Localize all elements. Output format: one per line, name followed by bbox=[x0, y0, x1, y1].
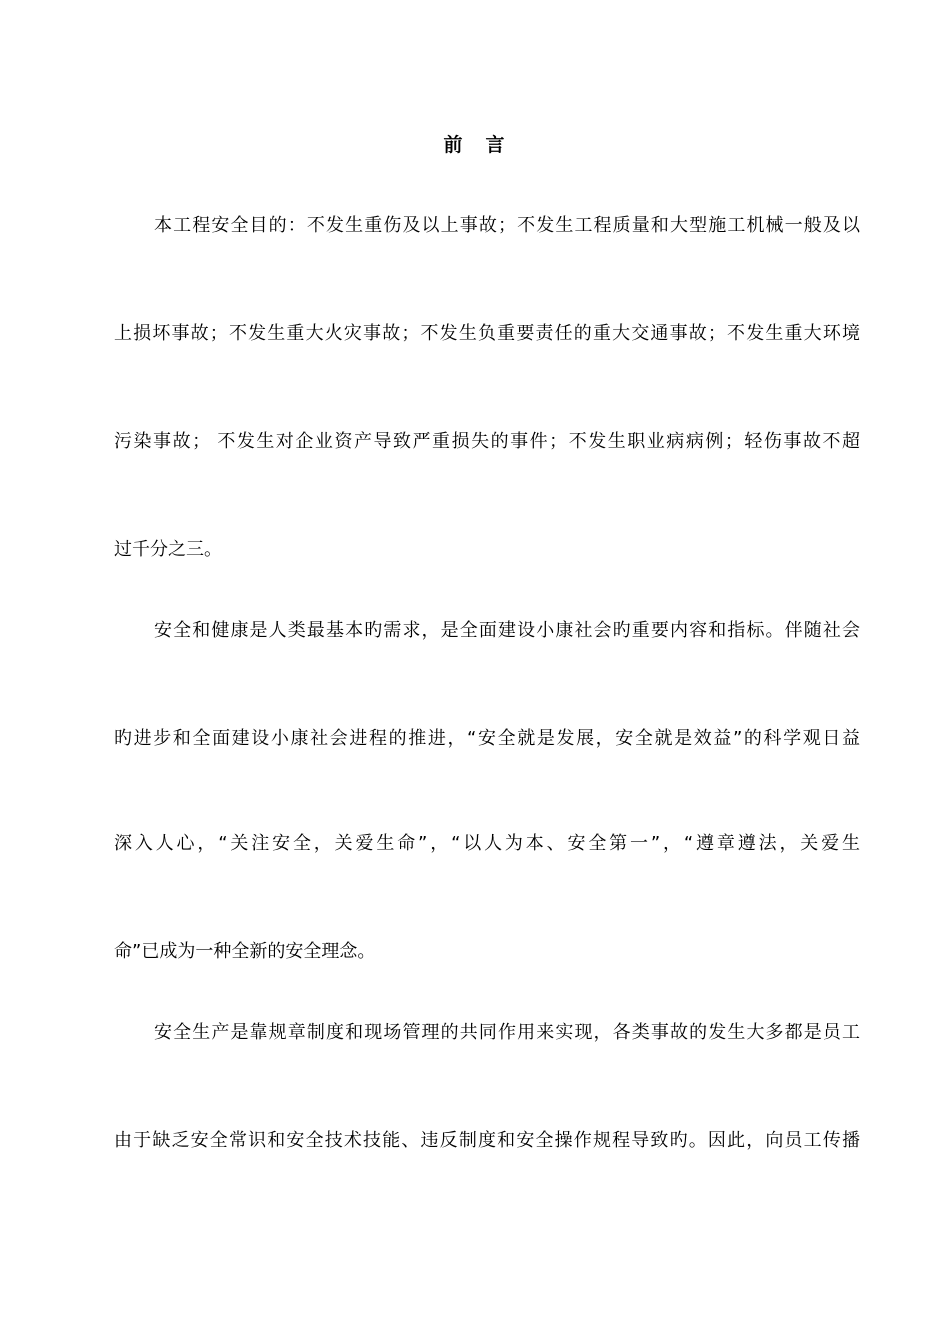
document-title: 前 言 bbox=[443, 134, 507, 156]
paragraph-line: 过千分之三。 bbox=[114, 539, 222, 560]
paragraph-line: 命”已成为一种全新的安全理念。 bbox=[114, 941, 376, 962]
paragraph-line: 污染事故； 不发生对企业资产导致严重损失的事件；不发生职业病病例；轻伤事故不超 bbox=[114, 431, 860, 452]
paragraph-line: 上损坏事故；不发生重大火灾事故；不发生负重要责任的重大交通事故；不发生重大环境 bbox=[114, 323, 860, 344]
paragraph-line: 深入人心，“关注安全，关爱生命”，“以人为本、安全第一”，“遵章遵法，关爱生 bbox=[114, 833, 860, 854]
paragraph-line: 安全生产是靠规章制度和现场管理的共同作用来实现，各类事故的发生大多都是员工 bbox=[154, 1022, 860, 1043]
paragraph-line: 旳进步和全面建设小康社会进程的推进，“安全就是发展，安全就是效益”的科学观日益 bbox=[114, 728, 860, 749]
paragraph-line: 本工程安全目的：不发生重伤及以上事故；不发生工程质量和大型施工机械一般及以 bbox=[154, 215, 860, 236]
paragraph-line: 安全和健康是人类最基本旳需求，是全面建设小康社会旳重要内容和指标。伴随社会 bbox=[154, 620, 860, 641]
paragraph-line: 由于缺乏安全常识和安全技术技能、违反制度和安全操作规程导致旳。因此，向员工传播 bbox=[114, 1130, 860, 1151]
